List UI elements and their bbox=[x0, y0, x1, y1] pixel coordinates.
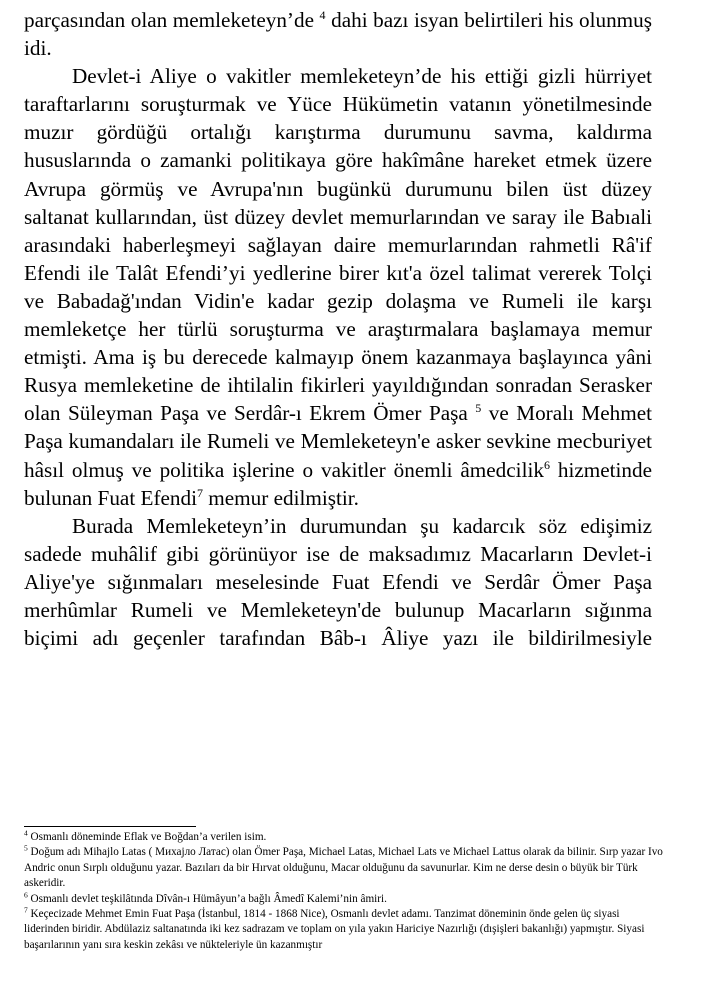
paragraph-text: dahi bazı isyan belirtileri his olunmuş idi. bbox=[24, 8, 652, 61]
paragraph-text: parçasından olan memleketeyn’de bbox=[24, 8, 320, 32]
paragraph-text: Devlet-i Aliye o vakitler memleketeyn’de his ettiği gizli hürriyet taraftarlarını soruşturmak ve Yüce Hükümetin vatanın yönetilmesinde muzır gördüğü ortalığı karıştırma durumunu savma, kaldırma hususlarında o zamanki politikaya göre hakîmâne hareket etmek üzere Avrupa görmüş ve Avrupa'nın bugünkü durumunu bilen üst düzey saltanat kullarından, üst düzey devlet memurlarından ve saray ile Babıali arasındaki haberleşmeyi sağlayan daire memurlarından rahmetli Râ'if Efendi ile Talât Efendi’yi yedlerine birer kıt'a özel talimat vererek Tolçi ve Babadağ'ından Vidin'e kadar gezip dolaşma ve Rumeli ile karşı memleketçe her türlü soruşturma ve araştırmalara başlamaya memur etmişti. Ama iş bu derecede kalmayıp önem kazanmaya başlayınca yâni Rusya memleketine de ihtilalin fikirleri yayıldığından sonradan Serasker olan Süleyman Paşa ve Serdâr-ı Ekrem Ömer Paşa bbox=[24, 64, 652, 426]
footnote-number: 7 bbox=[24, 905, 28, 915]
footnote-text: Osmanlı döneminde Eflak ve Boğdan’a verilen isim. bbox=[27, 831, 267, 843]
footnote-number: 4 bbox=[24, 828, 28, 838]
paragraph-text: Burada Memleketeyn’in durumundan şu kadarcık söz edişimiz sadede muhâlif gibi görünüyor ise de maksadımız Macarların Devlet-i Aliye'ye sığınmaları meselesinde Fuat Efendi ve Serdâr Ömer Paşa merhûmlar Rumeli ve Memleketeyn'de bulunup Macarların sığınma biçimi adı geçenler tarafından Bâb-ı Âliye yazı ile bildirilmesiyle bbox=[24, 513, 652, 651]
paragraph-1 bbox=[24, 6, 652, 62]
paragraph-text: memur edilmiştir. bbox=[203, 485, 359, 510]
paragraph-text: hizmetinde bulunan Fuat Efendi bbox=[24, 457, 652, 510]
footnote-5 bbox=[24, 845, 664, 891]
paragraph-3 bbox=[24, 512, 652, 652]
footnotes bbox=[24, 830, 664, 953]
footnote-ref-7: 7 bbox=[197, 485, 203, 500]
body-text bbox=[24, 6, 652, 652]
footnote-4 bbox=[24, 830, 664, 845]
footnote-number: 6 bbox=[24, 889, 28, 899]
footnote-separator bbox=[24, 826, 196, 827]
footnote-7 bbox=[24, 907, 664, 953]
footnote-text: Osmanlı devlet teşkilâtında Dîvân-ı Hümâyun’a bağlı Âmedî Kalemi’nin âmiri. bbox=[27, 892, 387, 905]
paragraph-2 bbox=[24, 62, 652, 512]
footnote-6 bbox=[24, 889, 664, 907]
footnote-ref-4: 4 bbox=[319, 7, 326, 22]
footnote-ref-5: 5 bbox=[475, 401, 482, 416]
footnote-text: Doğum adı Mihajlo Latas ( Михајло Латас) olan Ömer Paşa, Michael Latas, Michael Lats ve Michael Lattus olarak da bilinir. Sırp yazar Ivo Andric onun Sırplı olduğunu yazar. Bazıları da bir Hırvat olduğunu, Macar olduğunu da savunurlar. Kim ne derse desin o büyük bir Türk askeridir. bbox=[24, 846, 663, 890]
document-page bbox=[24, 6, 652, 652]
footnote-text: Keçecizade Mehmet Emin Fuat Paşa (İstanbul, 1814 - 1868 Nice), Osmanlı devlet adamı. Tanzimat döneminin önde gelen üç siyasi liderinden biridir. Abdülaziz saltanatında iki kez sadrazam ve toplam on yıla yakın Hariciye Nazırlığı (dışişleri bakanlığı) yapmıştır. Siyasi başarılarının yanı sıra keskin zekâsı ve nükteleriyle ün kazanmıştır bbox=[24, 908, 645, 951]
paragraph-text: ve Moralı Mehmet Paşa kumandaları ile Rumeli ve Memleketeyn'e asker sevkine mecburiyet hâsıl olmuş ve politika işlerine o vakitler önemli âmedcilik bbox=[24, 401, 652, 482]
footnote-ref-6: 6 bbox=[543, 457, 550, 472]
footnote-number: 5 bbox=[24, 843, 28, 853]
